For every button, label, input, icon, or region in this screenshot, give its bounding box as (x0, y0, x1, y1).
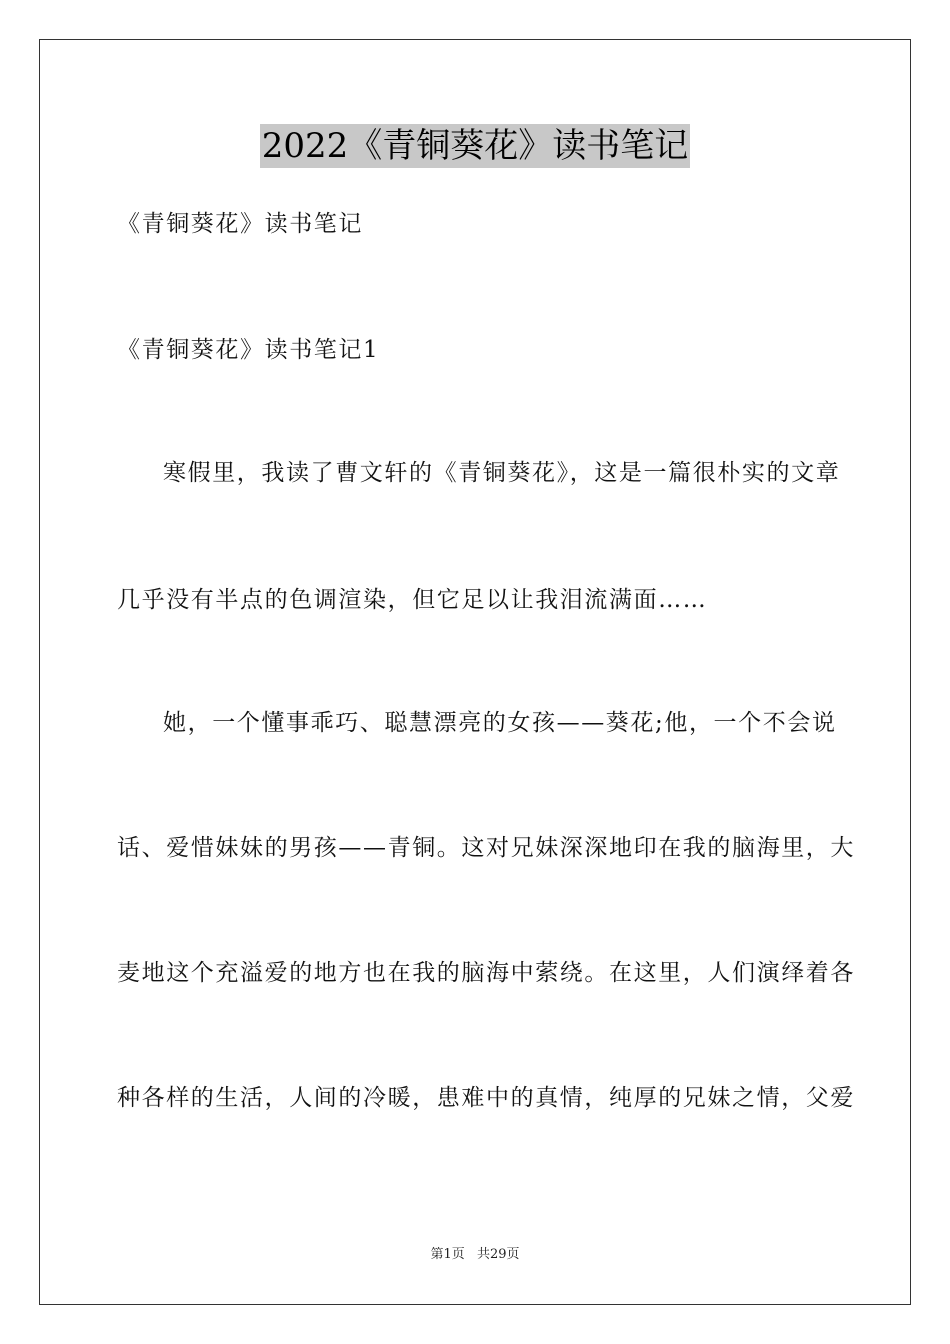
document-title: 2022《青铜葵花》读书笔记 (261, 126, 689, 166)
paragraph-line: 种各样的生活，人间的冷暖，患难中的真情，纯厚的兄妹之情，父爱 (117, 1085, 855, 1111)
paragraph-line: 几乎没有半点的色调渲染，但它足以让我泪流满面…… (117, 587, 708, 613)
paragraph-line: 话、爱惜妹妹的男孩——青铜。这对兄妹深深地印在我的脑海里，大 (117, 835, 855, 861)
subtitle-line: 《青铜葵花》读书笔记 (117, 211, 363, 237)
title-container (0, 124, 950, 168)
page-total: 共29页 (476, 1247, 520, 1262)
section-heading: 《青铜葵花》读书笔记1 (117, 337, 380, 363)
page-footer (0, 1246, 950, 1264)
page-number: 第1页 (430, 1247, 465, 1262)
paragraph-line: 麦地这个充溢爱的地方也在我的脑海中萦绕。在这里，人们演绎着各 (117, 960, 855, 986)
paragraph-line: 寒假里，我读了曹文轩的《青铜葵花》，这是一篇很朴实的文章 (163, 460, 841, 486)
paragraph-line: 她，一个懂事乖巧、聪慧漂亮的女孩——葵花;他，一个不会说 (163, 710, 837, 736)
